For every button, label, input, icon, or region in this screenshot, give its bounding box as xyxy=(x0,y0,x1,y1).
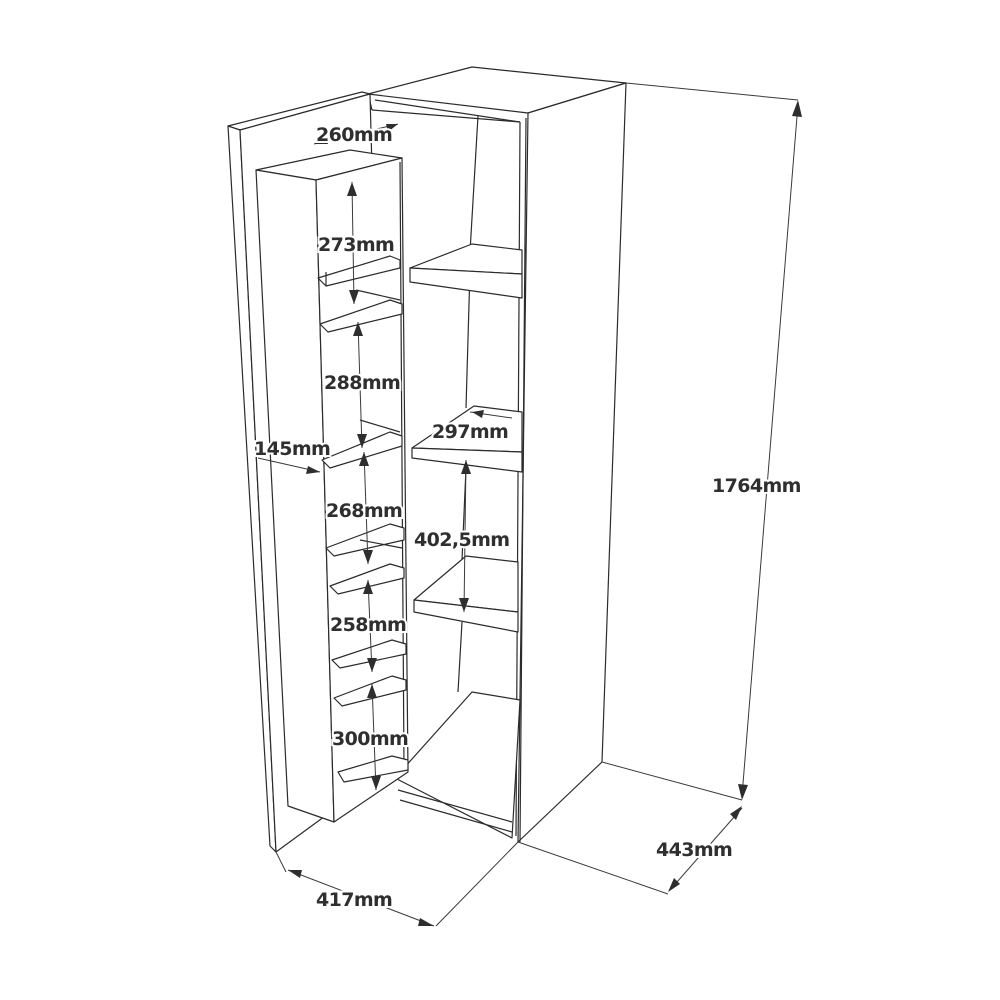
label-gap-2: 288mm xyxy=(324,372,401,394)
label-shelf-depth: 297mm xyxy=(432,421,509,443)
label-gap-5: 300mm xyxy=(332,728,409,750)
label-gap-1: 273mm xyxy=(318,234,395,256)
label-shelf-spacing: 402,5mm xyxy=(414,529,510,551)
shelf-3 xyxy=(414,556,518,632)
cabinet-side-panel xyxy=(518,83,626,842)
label-gap-3: 268mm xyxy=(326,500,403,522)
label-depth: 443mm xyxy=(656,839,733,861)
label-overall-height: 1764mm xyxy=(712,475,801,497)
label-pullout-depth: 145mm xyxy=(254,438,331,460)
shelf-1 xyxy=(410,244,522,298)
label-gap-4: 258mm xyxy=(330,614,407,636)
label-width: 417mm xyxy=(316,889,393,911)
label-pullout-width: 260mm xyxy=(316,124,393,146)
